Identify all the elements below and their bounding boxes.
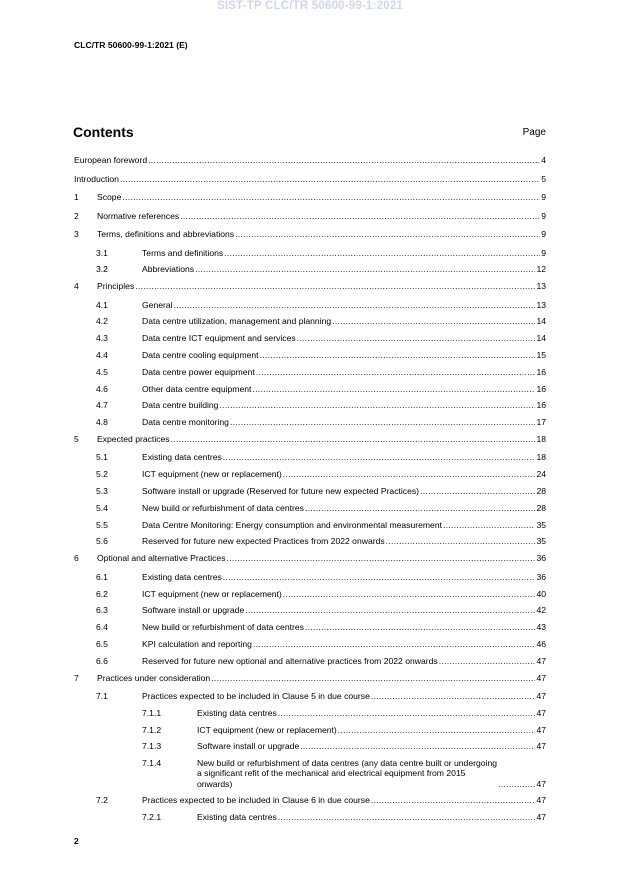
toc-entry-title: Software install or upgrade (Reserved for future new expected Practices) xyxy=(142,486,420,497)
toc-entry-title: Existing data centres xyxy=(197,707,277,718)
toc-entry-number: 6.4 xyxy=(96,622,108,633)
toc-entry-page: 35 xyxy=(536,536,546,547)
toc-entry-title: Practices expected to be included in Clause 5 in due course xyxy=(142,691,370,702)
toc-entry-number: 6.3 xyxy=(96,605,108,616)
toc-entry-page: 40 xyxy=(536,588,546,599)
toc-entry-title: General xyxy=(142,299,173,310)
toc-entry-page: 16 xyxy=(536,366,546,377)
toc-entry-number: 6 xyxy=(74,553,79,564)
dot-leader xyxy=(305,503,536,513)
toc-entry-title: Optional and alternative Practices xyxy=(97,553,226,564)
toc-entry[interactable] xyxy=(74,300,546,310)
toc-entry-title: ICT equipment (new or replacement) xyxy=(142,588,282,599)
toc-entry-page: 9 xyxy=(541,210,546,221)
toc-entry-number: 3.1 xyxy=(96,247,108,258)
toc-entry[interactable] xyxy=(74,384,546,394)
toc-entry[interactable] xyxy=(74,673,546,683)
toc-entry-page: 16 xyxy=(536,383,546,394)
toc-entry[interactable] xyxy=(74,553,546,563)
toc-entry-title: Terms, definitions and abbreviations xyxy=(97,229,235,239)
dot-leader xyxy=(256,367,536,377)
toc-entry-title: New build or refurbishment of data centres xyxy=(142,502,304,513)
dot-leader xyxy=(252,384,535,394)
toc-entry-page: 13 xyxy=(536,299,546,310)
toc-entry-number: 7 xyxy=(74,672,79,683)
toc-entry-page: 36 xyxy=(536,571,546,582)
toc-entry[interactable] xyxy=(74,520,546,530)
toc-entry-title: Other data centre equipment xyxy=(142,383,252,394)
toc-entry-number: 7.1.1 xyxy=(142,707,162,718)
toc-entry-page: 42 xyxy=(536,605,546,616)
toc-entry[interactable] xyxy=(74,741,546,751)
toc-entry-page: 47 xyxy=(536,672,546,683)
page-number: 2 xyxy=(74,836,79,846)
dot-leader xyxy=(443,520,535,530)
toc-entry-title: Introduction xyxy=(74,173,119,184)
toc-entry-page: 15 xyxy=(536,349,546,360)
toc-entry-page: 47 xyxy=(536,741,546,752)
toc-entry-number: 4 xyxy=(74,281,79,292)
dot-leader xyxy=(235,229,540,239)
toc-entry-number: 4.5 xyxy=(96,366,108,377)
toc-entry-number: 4.2 xyxy=(96,316,108,327)
toc-entry-title: Abbreviations xyxy=(142,264,195,275)
toc-entry-number: 1 xyxy=(74,192,79,202)
dot-leader xyxy=(278,708,536,718)
dot-leader xyxy=(224,248,540,258)
toc-entry-page: 47 xyxy=(536,724,546,735)
toc-entry-title: Data centre ICT equipment and services xyxy=(142,333,296,344)
dot-leader xyxy=(371,691,536,701)
toc-entry[interactable] xyxy=(74,434,546,444)
toc-entry[interactable] xyxy=(74,211,546,221)
toc-entry-title: Existing data centres xyxy=(197,812,277,823)
toc-entry-page: 14 xyxy=(536,316,546,327)
toc-entry-number: 4.8 xyxy=(96,417,108,428)
toc-entry-number: 5.6 xyxy=(96,536,108,547)
toc-entry-page: 47 xyxy=(536,778,546,789)
toc-entry-title: Normative references xyxy=(97,210,180,221)
watermark: SIST-TP CLC/TR 50600-99-1:2021 xyxy=(216,0,404,12)
document-id: CLC/TR 50600-99-1:2021 (E) xyxy=(74,40,188,50)
toc-entry-title: Scope xyxy=(97,192,122,202)
toc-entry-page: 12 xyxy=(536,264,546,275)
dot-leader xyxy=(260,350,536,360)
toc-entry[interactable] xyxy=(74,758,546,789)
dot-leader xyxy=(300,741,535,751)
toc-entry[interactable] xyxy=(74,725,546,735)
dot-leader xyxy=(230,417,536,427)
toc-entry-title: Principles xyxy=(97,281,135,292)
dot-leader xyxy=(245,605,535,615)
toc-entry-page: 4 xyxy=(541,155,546,165)
toc-entry-page: 47 xyxy=(536,655,546,666)
dot-leader xyxy=(305,622,536,632)
toc-entry[interactable] xyxy=(74,656,546,666)
toc-entry[interactable] xyxy=(74,795,546,805)
toc-entry-number: 4.3 xyxy=(96,333,108,344)
toc-entry-title: New build or refurbishment of data centres xyxy=(142,622,304,633)
toc-entry[interactable] xyxy=(74,333,546,343)
toc-entry[interactable] xyxy=(74,605,546,615)
toc-entry-title: Existing data centres xyxy=(142,452,222,463)
toc-entry-page: 43 xyxy=(536,622,546,633)
toc-entry-page: 46 xyxy=(536,638,546,649)
toc-entry-number: 6.1 xyxy=(96,571,108,582)
toc-entry-number: 2 xyxy=(74,210,79,221)
dot-leader xyxy=(420,486,535,496)
toc-entry-page: 9 xyxy=(541,229,546,239)
page-column-label: Page xyxy=(522,127,546,138)
toc-entry-page: 13 xyxy=(536,281,546,292)
toc-entry-title: ICT equipment (new or replacement) xyxy=(197,724,337,735)
toc-entry-title: Software install or upgrade xyxy=(142,605,245,616)
toc-entry[interactable] xyxy=(74,708,546,718)
toc-entry-page: 5 xyxy=(541,173,546,184)
toc-entry-title: Practices under consideration xyxy=(97,672,211,683)
toc-entry-number: 3 xyxy=(74,229,79,239)
toc-entry[interactable] xyxy=(74,691,546,701)
toc-entry-title: Software install or upgrade xyxy=(197,741,300,752)
toc-entry-number: 4.7 xyxy=(96,400,108,411)
toc-entry[interactable] xyxy=(74,622,546,632)
toc-entry[interactable] xyxy=(74,812,546,822)
dot-leader xyxy=(371,795,536,805)
toc-entry-page: 16 xyxy=(536,400,546,411)
toc-entry-page: 24 xyxy=(536,469,546,480)
toc-entry[interactable] xyxy=(74,639,546,649)
dot-leader xyxy=(332,316,535,326)
toc-entry-number: 6.2 xyxy=(96,588,108,599)
toc-entry-number: 5.4 xyxy=(96,502,108,513)
toc-entry[interactable] xyxy=(74,503,546,513)
toc-entry-title: Data centre power equipment xyxy=(142,366,255,377)
toc-entry-page: 28 xyxy=(536,502,546,513)
toc-entry-page: 9 xyxy=(541,247,546,258)
toc-entry[interactable] xyxy=(74,155,546,165)
toc-entry[interactable] xyxy=(74,572,546,582)
dot-leader xyxy=(283,469,536,479)
toc-entry-page: 14 xyxy=(536,333,546,344)
dot-leader xyxy=(283,589,536,599)
toc-entry-title: ICT equipment (new or replacement) xyxy=(142,469,282,480)
toc-entry-title: Reserved for future new optional and alternative practices from 2022 onwards xyxy=(142,655,438,666)
toc-entry-page: 9 xyxy=(541,192,546,202)
table-of-contents xyxy=(74,155,546,829)
toc-entry-number: 5 xyxy=(74,433,79,444)
toc-entry-page: 47 xyxy=(536,691,546,702)
toc-entry-title: European foreword xyxy=(74,155,148,165)
toc-entry-number: 5.1 xyxy=(96,452,108,463)
toc-entry-number: 7.1.4 xyxy=(142,758,162,769)
toc-entry[interactable] xyxy=(74,417,546,427)
dot-leader xyxy=(180,211,540,221)
toc-entry[interactable] xyxy=(74,350,546,360)
toc-entry-page: 36 xyxy=(536,553,546,564)
toc-entry-number: 4.4 xyxy=(96,349,108,360)
dot-leader xyxy=(253,639,536,649)
toc-entry-title: Data centre monitoring xyxy=(142,417,229,428)
toc-entry-page: 47 xyxy=(536,707,546,718)
toc-entry-title: Data Centre Monitoring: Energy consumption and environmental measurement xyxy=(142,519,442,530)
toc-entry[interactable] xyxy=(74,174,546,184)
dot-leader xyxy=(338,725,536,735)
toc-entry[interactable] xyxy=(74,248,546,258)
toc-entry-number: 6.6 xyxy=(96,655,108,666)
toc-entry-title: Expected practices xyxy=(97,433,170,444)
toc-entry-number: 3.2 xyxy=(96,264,108,275)
dot-leader xyxy=(171,434,536,444)
toc-entry-number: 4.1 xyxy=(96,299,108,310)
toc-entry-number: 5.2 xyxy=(96,469,108,480)
toc-entry[interactable] xyxy=(74,316,546,326)
toc-entry[interactable] xyxy=(74,486,546,496)
dot-leader xyxy=(278,812,536,822)
toc-entry-page: 35 xyxy=(536,519,546,530)
toc-entry[interactable] xyxy=(74,367,546,377)
toc-entry[interactable] xyxy=(74,400,546,410)
toc-entry[interactable] xyxy=(74,264,546,274)
dot-leader xyxy=(297,333,536,343)
toc-entry-title: Practices expected to be included in Clause 6 in due course xyxy=(142,795,370,806)
dot-leader xyxy=(211,673,535,683)
toc-entry-title: New build or refurbishment of data centres (any data centre built or undergoing a significant refit of the mechanical and electrical equipment from 2015 onwards) xyxy=(197,758,497,789)
toc-entry-number: 4.6 xyxy=(96,383,108,394)
toc-entry-title: Existing data centres xyxy=(142,571,222,582)
toc-entry-number: 5.3 xyxy=(96,486,108,497)
toc-entry-number: 7.2 xyxy=(96,795,108,806)
toc-entry[interactable] xyxy=(74,192,546,202)
toc-entry-number: 7.2.1 xyxy=(142,812,162,823)
dot-leader xyxy=(219,400,535,410)
toc-entry-title: KPI calculation and reporting xyxy=(142,638,252,649)
dot-leader xyxy=(135,281,535,291)
dot-leader xyxy=(439,656,536,666)
dot-leader xyxy=(174,300,536,310)
toc-entry[interactable] xyxy=(74,589,546,599)
toc-entry-number: 7.1 xyxy=(96,691,108,702)
toc-entry-title: Reserved for future new expected Practices from 2022 onwards xyxy=(142,536,385,547)
dot-leader xyxy=(148,155,540,165)
toc-entry-number: 6.5 xyxy=(96,638,108,649)
dot-leader xyxy=(195,264,535,274)
toc-entry-page: 47 xyxy=(536,795,546,806)
toc-entry-page: 18 xyxy=(536,452,546,463)
toc-entry-number: 5.5 xyxy=(96,519,108,530)
toc-entry[interactable] xyxy=(74,452,546,462)
toc-entry-page: 18 xyxy=(536,433,546,444)
dot-leader xyxy=(386,536,536,546)
toc-entry[interactable] xyxy=(74,536,546,546)
toc-entry-number: 7.1.2 xyxy=(142,724,162,735)
toc-entry[interactable] xyxy=(74,281,546,291)
toc-entry-page: 17 xyxy=(536,417,546,428)
contents-title: Contents xyxy=(73,124,134,140)
toc-entry-title: Data centre cooling equipment xyxy=(142,349,259,360)
dot-leader xyxy=(227,553,536,563)
toc-entry-title: Data centre building xyxy=(142,400,219,411)
toc-entry-title: Terms and definitions xyxy=(142,247,224,258)
toc-entry[interactable] xyxy=(74,469,546,479)
toc-entry-number: 7.1.3 xyxy=(142,741,162,752)
dot-leader xyxy=(223,452,536,462)
dot-leader xyxy=(122,192,540,202)
toc-entry-page: 47 xyxy=(536,812,546,823)
toc-entry-page: 28 xyxy=(536,486,546,497)
dot-leader xyxy=(498,779,535,789)
toc-entry[interactable] xyxy=(74,229,546,239)
toc-entry-title: Data centre utilization, management and planning xyxy=(142,316,332,327)
dot-leader xyxy=(223,572,536,582)
dot-leader xyxy=(120,174,540,184)
